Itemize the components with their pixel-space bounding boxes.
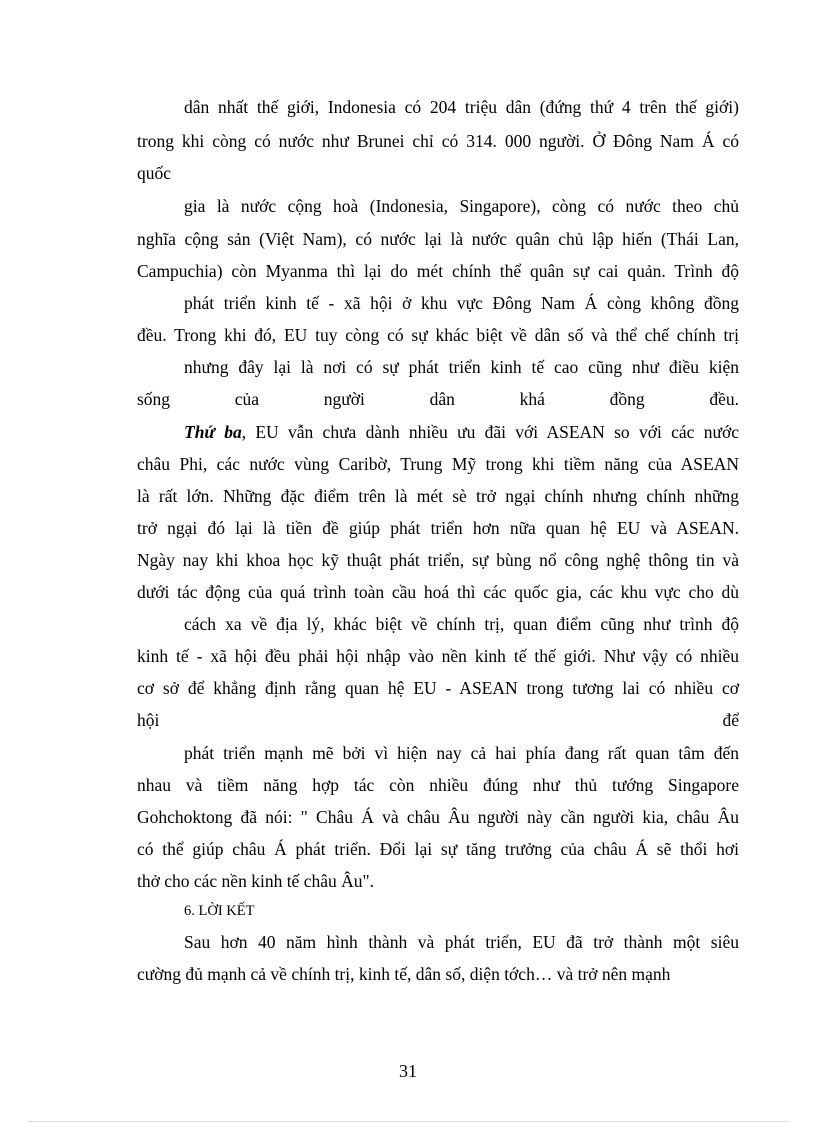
paragraph-line: có thể giúp châu Á phát triển. Đổi lại sự tăng trưởng của châu Á sẽ thổi hơi [137,839,739,859]
paragraph-line: trong khi còng có nước như Brunei chỉ có 314. 000 người. Ở Đông Nam Á có [137,131,739,151]
paragraph-line: Sau hơn 40 năm hình thành và phát triển, EU đã trở thành một siêu [184,932,739,952]
page-bottom-divider [28,1121,788,1122]
paragraph-line: cách xa về địa lý, khác biệt về chính trị, quan điểm cũng như trình độ [184,614,739,634]
paragraph-line: kinh tế - xã hội đều phải hội nhập vào nền kinh tế thế giới. Như vậy có nhiều [137,646,739,666]
page-number: 31 [399,1061,417,1081]
paragraph-line: Gohchoktong đã nói: " Châu Á và châu Âu người này cần người kia, châu Âu [137,807,739,827]
paragraph-line: nhưng đây lại là nơi có sự phát triển kinh tế cao cũng như điều kiện [184,357,739,377]
paragraph-line: Ngày nay khi khoa học kỹ thuật phát triển, sự bùng nổ công nghệ thông tin và [137,550,739,570]
paragraph-line: trở ngại đó lại là tiền đề giúp phát triển hơn nữa quan hệ EU và ASEAN. [137,518,739,538]
paragraph-line: sống của người dân khá đồng đều. [137,389,739,409]
paragraph-line: cường đủ mạnh cả về chính trị, kinh tế, dân số, diện tớch… và trở nên mạnh [137,964,671,984]
paragraph-line: phát triển kinh tế - xã hội ở khu vực Đông Nam Á còng không đồng [184,293,739,313]
paragraph-line: thở cho các nền kinh tế châu Âu". [137,871,375,891]
paragraph-line [184,421,739,443]
paragraph-line: đều. Trong khi đó, EU tuy còng có sự khác biệt về dân số và thể chế chính trị [137,325,739,345]
paragraph-line: dưới tác động của quá trình toàn cầu hoá thì các quốc gia, các khu vực cho dù [137,582,739,602]
paragraph-line: dân nhất thế giới, Indonesia có 204 triệu dân (đứng thứ 4 trên thế giới) [184,97,739,117]
paragraph-line: phát triển mạnh mẽ bởi vì hiện nay cả hai phía đang rất quan tâm đến [184,743,739,763]
emphasis-third: Thứ ba [184,422,242,442]
paragraph-line-text: , EU vẫn chưa dành nhiều ưu đãi với ASEAN so với các nước [241,422,739,442]
paragraph-line: là rất lớn. Những đặc điểm trên là mét sè trở ngại chính nhưng chính những [137,486,739,506]
paragraph-line: nghĩa cộng sản (Việt Nam), có nước lại là nước quân chủ lập hiến (Thái Lan, [137,229,739,249]
section-heading: 6. LỜI KẾT [184,903,255,919]
paragraph-line: nhau và tiềm năng hợp tác còn nhiều đúng như thủ tướng Singapore [137,775,739,795]
paragraph-line: hội để [137,710,739,730]
paragraph-line: gia là nước cộng hoà (Indonesia, Singapore), còng có nước theo chủ [184,196,739,216]
paragraph-line: châu Phi, các nước vùng Caribờ, Trung Mỹ trong khi tiềm năng của ASEAN [137,454,739,474]
paragraph-line: Campuchia) còn Myanma thì lại do mét chính thể quân sự cai quản. Trình độ [137,261,739,281]
paragraph-line: quốc [137,163,172,183]
paragraph-line: cơ sở để khẳng định rằng quan hệ EU - ASEAN trong tương lai có nhiều cơ [137,678,739,698]
